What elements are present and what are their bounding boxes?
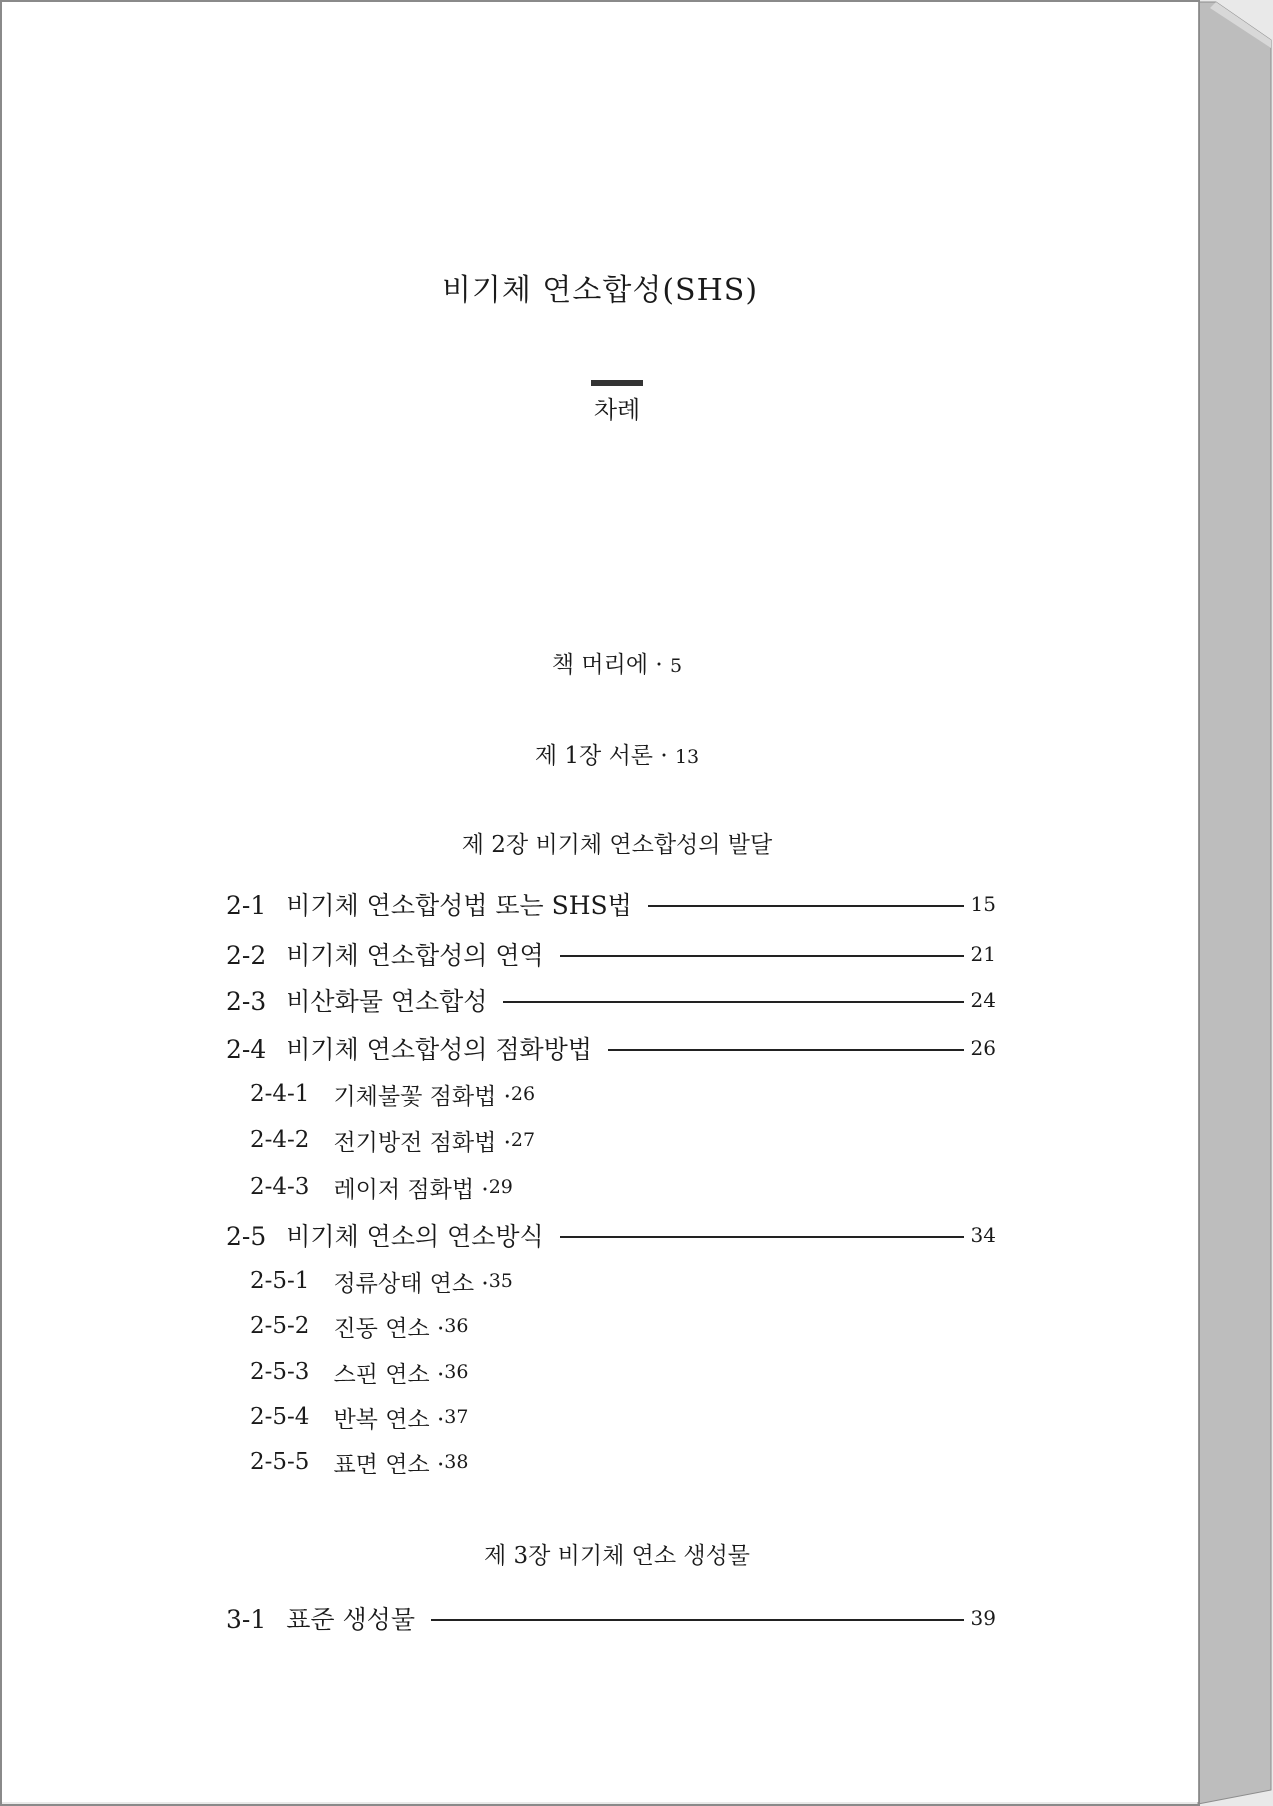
leader-line — [503, 1001, 964, 1003]
toc-entry[interactable] — [226, 886, 996, 922]
subentry-title: 기체불꽃 점화법 · — [333, 1083, 511, 1110]
toc-entry[interactable] — [226, 936, 996, 972]
toc-heading: 차례 — [593, 396, 641, 424]
preface-page: 5 — [670, 655, 683, 677]
toc-subentry[interactable] — [250, 1170, 513, 1204]
entry-page: 26 — [970, 1036, 996, 1060]
entry-page: 24 — [970, 988, 996, 1012]
toc-chapter1 — [2, 737, 1232, 770]
chapter1-label: 제 1장 서론 · — [534, 743, 675, 769]
subentry-page: 27 — [510, 1129, 536, 1151]
toc-preface — [2, 646, 1232, 679]
leader-line — [560, 955, 964, 957]
toc-subentry[interactable] — [250, 1400, 468, 1434]
entry-page: 15 — [970, 892, 996, 916]
subentry-number: 2-5-2 — [250, 1313, 310, 1339]
toc-subentry[interactable] — [250, 1123, 535, 1157]
entry-title: 비기체 연소합성법 또는 SHS법 — [286, 891, 632, 920]
entry-number: 2-1 — [226, 891, 267, 920]
subentry-page: 35 — [488, 1270, 513, 1292]
entry-number: 2-5 — [226, 1222, 267, 1251]
title-rule — [591, 380, 643, 386]
subentry-title: 레이저 점화법 · — [333, 1176, 489, 1203]
subentry-page: 37 — [444, 1406, 469, 1428]
subentry-page: 36 — [444, 1361, 469, 1383]
subentry-number: 2-4-2 — [250, 1127, 310, 1153]
subentry-number: 2-5-4 — [250, 1404, 310, 1430]
entry-title: 비기체 연소합성의 점화방법 — [286, 1035, 592, 1064]
toc-entry[interactable] — [226, 1600, 996, 1636]
chapter2-heading: 제 2장 비기체 연소합성의 발달 — [461, 832, 773, 858]
entry-number: 2-2 — [226, 941, 267, 970]
preface-label: 책 머리에 · — [551, 652, 671, 678]
leader-line — [648, 905, 964, 907]
leader-line — [560, 1236, 964, 1238]
chapter1-page: 13 — [674, 746, 700, 768]
entry-title: 비산화물 연소합성 — [286, 987, 488, 1016]
subentry-title: 표면 연소 · — [333, 1451, 445, 1478]
toc-subentry[interactable] — [250, 1309, 468, 1343]
entry-title: 표준 생성물 — [286, 1605, 415, 1634]
book-page — [2, 2, 1199, 1802]
toc-subentry[interactable] — [250, 1077, 535, 1111]
toc-subentry[interactable] — [250, 1445, 468, 1479]
entry-number: 3-1 — [226, 1605, 267, 1634]
leader-line — [431, 1619, 964, 1621]
entry-page: 39 — [970, 1606, 996, 1630]
subentry-title: 스핀 연소 · — [333, 1361, 445, 1388]
subentry-number: 2-5-1 — [250, 1268, 310, 1294]
subentry-title: 정류상태 연소 · — [333, 1270, 489, 1297]
entry-title: 비기체 연소합성의 연역 — [286, 941, 544, 970]
entry-page: 21 — [970, 942, 996, 966]
subentry-title: 전기방전 점화법 · — [333, 1129, 511, 1156]
subentry-number: 2-5-5 — [250, 1449, 310, 1475]
subentry-page: 36 — [444, 1315, 469, 1337]
book-title: 비기체 연소합성(SHS) — [441, 273, 759, 308]
toc-entry[interactable] — [226, 1217, 996, 1253]
subentry-title: 반복 연소 · — [333, 1406, 445, 1433]
toc-subentry[interactable] — [250, 1355, 468, 1389]
entry-number: 2-3 — [226, 987, 267, 1016]
toc-entry[interactable] — [226, 982, 996, 1018]
toc-subentry[interactable] — [250, 1264, 513, 1298]
subentry-page: 38 — [444, 1451, 469, 1473]
subentry-page: 29 — [488, 1176, 513, 1198]
entry-page: 34 — [970, 1223, 996, 1247]
toc-entry[interactable] — [226, 1030, 996, 1066]
entry-title: 비기체 연소의 연소방식 — [286, 1222, 544, 1251]
subentry-number: 2-4-1 — [250, 1081, 310, 1107]
chapter3-heading: 제 3장 비기체 연소 생성물 — [483, 1543, 751, 1569]
subentry-number: 2-4-3 — [250, 1174, 310, 1200]
leader-line — [608, 1049, 964, 1051]
subentry-title: 진동 연소 · — [333, 1315, 445, 1342]
subentry-number: 2-5-3 — [250, 1359, 310, 1385]
entry-number: 2-4 — [226, 1035, 267, 1064]
subentry-page: 26 — [510, 1083, 536, 1105]
